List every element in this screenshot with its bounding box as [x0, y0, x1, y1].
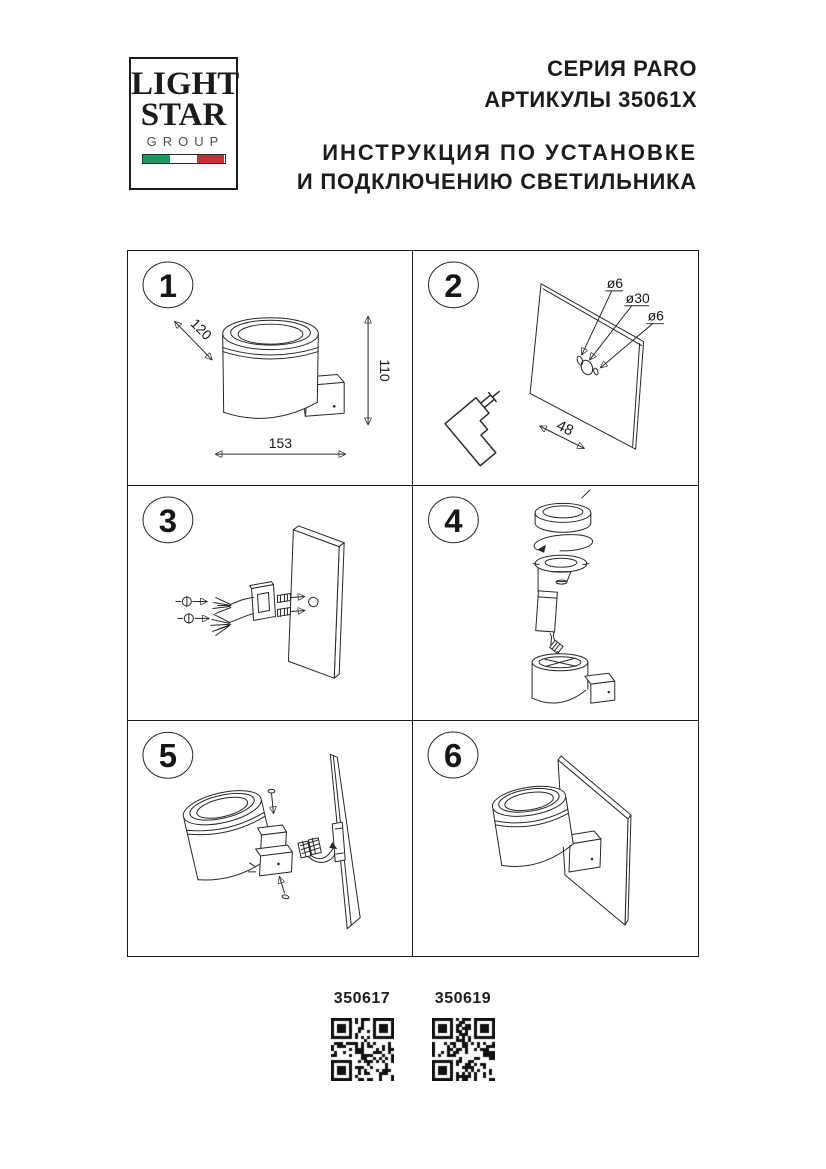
lamp-base-body — [532, 654, 615, 703]
wall-panel-drawing — [330, 754, 360, 928]
step2-drilling-drawing — [413, 251, 698, 485]
supply-wires — [211, 598, 254, 636]
trim-ring — [535, 503, 591, 532]
step-panel-2 — [413, 251, 698, 486]
step-number-badge — [143, 262, 193, 308]
step4-exploded-assembly-drawing — [413, 486, 698, 720]
dim-depth-label: 120 — [187, 315, 216, 343]
series-title: СЕРИЯ PARO — [547, 56, 697, 81]
step5-wiring-drawing — [128, 721, 412, 956]
articles-title: АРТИКУЛЫ 35061X — [484, 87, 697, 112]
instruction-title — [297, 138, 697, 196]
dimension-width-153 — [216, 435, 345, 454]
step-number-badge — [428, 732, 478, 778]
driver-box — [536, 591, 558, 632]
dimension-48 — [540, 417, 584, 448]
hole-bottom-label: ø6 — [647, 307, 664, 324]
flag-red-segment — [197, 155, 224, 163]
hole-mid-label: ø30 — [625, 289, 650, 306]
wall-panel-drawing — [288, 526, 344, 678]
flag-green-segment — [143, 155, 170, 163]
step-panel-4 — [413, 486, 698, 721]
lightstar-logo — [129, 57, 238, 190]
step3-bracket-mounting-drawing — [128, 486, 412, 720]
hole-top-label: ø6 — [606, 274, 624, 291]
instruction-title-line2: И ПОДКЛЮЧЕНИЮ СВЕТИЛЬНИКА — [296, 169, 697, 194]
hole-spacing-label: 48 — [553, 416, 577, 440]
step-number: 3 — [158, 501, 178, 539]
instruction-steps-grid — [127, 250, 699, 957]
step-panel-1 — [128, 251, 413, 486]
wall-panel-drawing — [530, 284, 644, 449]
terminal-block — [298, 837, 322, 858]
step-number: 1 — [158, 266, 178, 304]
italian-flag-bar — [142, 154, 226, 164]
step-number: 5 — [158, 737, 178, 775]
step-panel-5 — [128, 721, 413, 956]
step-number: 2 — [444, 266, 463, 304]
header-titles — [297, 53, 697, 196]
screw-icons — [176, 597, 209, 624]
logo-word-group: GROUP — [146, 134, 225, 149]
logo-word-star: STAR — [140, 97, 227, 133]
product-article-left — [330, 990, 394, 1081]
dimension-depth-120 — [175, 315, 215, 359]
step-number-badge — [143, 497, 193, 543]
article-code-label: 350619 — [434, 990, 492, 1007]
step-panel-6 — [413, 721, 698, 956]
dim-width-label: 153 — [268, 435, 293, 452]
step-number-badge — [429, 497, 479, 543]
article-code-label: 350617 — [333, 990, 391, 1007]
step-number: 4 — [444, 501, 463, 539]
instruction-title-line1: ИНСТРУКЦИЯ ПО УСТАНОВКЕ — [322, 140, 697, 165]
step-number-badge — [143, 732, 193, 778]
flag-white-segment — [170, 155, 197, 163]
step-panel-3 — [128, 486, 413, 721]
lamp-body — [490, 782, 575, 870]
step-number: 6 — [443, 737, 463, 774]
dim-height-label: 110 — [377, 359, 394, 382]
step1-lamp-dimensions-drawing — [128, 251, 412, 485]
qr-code-left — [331, 1018, 394, 1081]
wall-lamp-drawing — [223, 318, 344, 419]
qr-code-right — [432, 1018, 495, 1081]
rotate-arrow-icon — [534, 535, 593, 553]
drill-tool-icon — [445, 384, 528, 466]
product-article-right — [431, 990, 495, 1081]
lamp-module — [533, 555, 589, 584]
step-number-badge — [429, 262, 479, 308]
step6-finished-installation-drawing — [413, 721, 698, 956]
mounting-bracket — [250, 582, 276, 621]
logo-word-light: LIGHT — [131, 66, 240, 102]
leader-tick — [582, 490, 590, 498]
dimension-height-110 — [368, 317, 393, 425]
